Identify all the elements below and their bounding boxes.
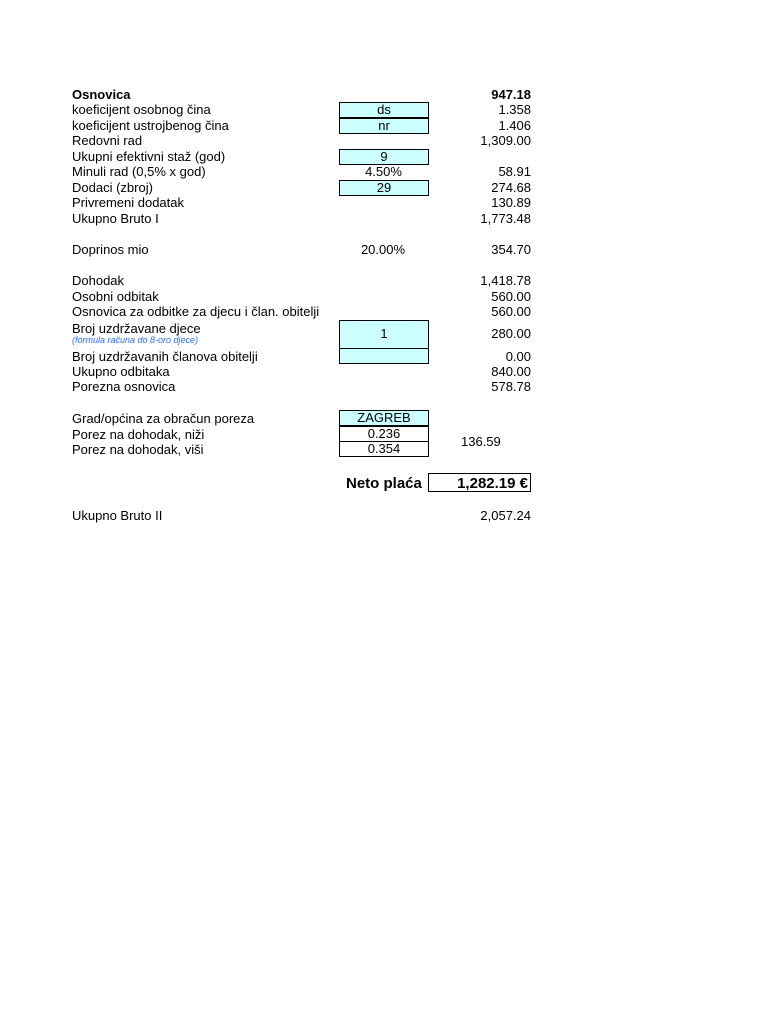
minuli-rad-label: Minuli rad (0,5% x god) (72, 164, 206, 179)
dodaci-input[interactable]: 29 (339, 180, 429, 196)
osnovica-value: 947.18 (491, 87, 531, 102)
osobni-odbitak-value: 560.00 (491, 289, 531, 304)
privremeni-label: Privremeni dodatak (72, 195, 184, 210)
ukupno-odbitaka-value: 840.00 (491, 364, 531, 379)
koef-osobnog-input[interactable]: ds (339, 102, 429, 118)
koef-ustrojbenog-label: koeficijent ustrojbenog čina (72, 118, 229, 133)
djeca-value: 280.00 (491, 326, 531, 341)
porez-nizi-input[interactable]: 0.236 (339, 426, 429, 442)
minuli-rad-value: 58.91 (498, 164, 531, 179)
osnovica-odbitke-label: Osnovica za odbitke za djecu i član. obitelji (72, 304, 320, 319)
porez-visi-label: Porez na dohodak, viši (72, 442, 204, 457)
osobni-odbitak-label: Osobni odbitak (72, 289, 159, 304)
doprinos-value: 354.70 (491, 242, 531, 257)
neto-label: Neto plaća (346, 475, 422, 492)
koef-osobnog-value: 1.358 (498, 102, 531, 117)
doprinos-label: Doprinos mio (72, 242, 149, 257)
grad-label: Grad/općina za obračun poreza (72, 411, 255, 426)
clanovi-value: 0.00 (505, 349, 531, 364)
clanovi-label: Broj uzdržavanih članova obitelji (72, 349, 258, 364)
staz-input[interactable]: 9 (339, 149, 429, 165)
porez-total-value: 136.59 (461, 434, 501, 449)
bruto1-label: Ukupno Bruto I (72, 211, 159, 226)
doprinos-percent: 20.00% (360, 242, 406, 257)
staz-label: Ukupni efektivni staž (god) (72, 149, 226, 164)
neto-value: 1,282.19 € (428, 473, 531, 492)
redovni-rad-value: 1,309.00 (480, 133, 531, 148)
djeca-note: (formula računa do 8-oro djece) (72, 335, 199, 345)
djeca-label: Broj uzdržavane djece (72, 321, 201, 336)
porez-visi-input[interactable]: 0.354 (339, 441, 429, 457)
djeca-input[interactable]: 1 (339, 320, 429, 349)
koef-ustrojbenog-input[interactable]: nr (339, 118, 429, 134)
bruto2-label: Ukupno Bruto II (72, 508, 163, 523)
clanovi-input[interactable] (339, 348, 429, 364)
porez-nizi-label: Porez na dohodak, niži (72, 427, 205, 442)
bruto2-value: 2,057.24 (480, 508, 531, 523)
koef-osobnog-label: koeficijent osobnog čina (72, 102, 211, 117)
privremeni-value: 130.89 (491, 195, 531, 210)
dohodak-value: 1,418.78 (480, 273, 531, 288)
porezna-osnovica-value: 578.78 (491, 379, 531, 394)
dodaci-value: 274.68 (491, 180, 531, 195)
koef-ustrojbenog-value: 1.406 (498, 118, 531, 133)
bruto1-value: 1,773.48 (480, 211, 531, 226)
porezna-osnovica-label: Porezna osnovica (72, 379, 176, 394)
ukupno-odbitaka-label: Ukupno odbitaka (72, 364, 170, 379)
redovni-rad-label: Redovni rad (72, 133, 143, 148)
osnovica-label: Osnovica (72, 87, 131, 102)
dodaci-label: Dodaci (zbroj) (72, 180, 153, 195)
osnovica-odbitke-value: 560.00 (491, 304, 531, 319)
minuli-rad-percent: 4.50% (365, 164, 402, 179)
grad-input[interactable]: ZAGREB (339, 410, 429, 426)
dohodak-label: Dohodak (72, 273, 125, 288)
